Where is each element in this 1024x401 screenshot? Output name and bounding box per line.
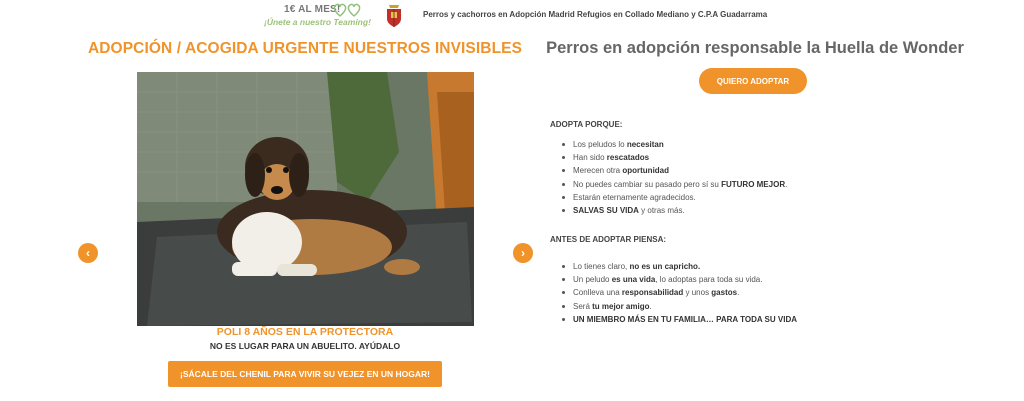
dog-photo xyxy=(137,72,474,326)
responsible-adoption-heading: Perros en adopción responsable la Huella de Wonder xyxy=(546,39,964,57)
list-item: Los peludos lo necesitan xyxy=(560,138,787,151)
chevron-right-icon: › xyxy=(521,246,525,260)
teaming-slogan: 1€ AL MES! xyxy=(284,4,341,15)
site-header xyxy=(0,0,1024,34)
slider-prev-button[interactable] xyxy=(78,243,98,263)
adopt-because-title: ADOPTA PORQUE: xyxy=(550,120,623,129)
teaming-logo[interactable] xyxy=(262,2,374,32)
list-item: Estarán eternamente agradecidos. xyxy=(560,191,787,204)
site-title: Perros y cachorros en Adopción Madrid Refugios en Collado Mediano y C.P.A Guadarrama xyxy=(423,10,768,19)
list-item: SALVAS SU VIDA y otras más. xyxy=(560,204,787,217)
before-adopting-list xyxy=(560,260,797,326)
list-item: Un peludo es una vida, lo adoptas para toda su vida. xyxy=(560,273,797,286)
slide-caption: POLI 8 AÑOS EN LA PROTECTORA xyxy=(216,326,394,338)
adopt-because-list xyxy=(560,138,787,217)
teaming-cta: ¡Únete a nuestro Teaming! xyxy=(264,17,371,27)
slider-next-button[interactable] xyxy=(513,243,533,263)
coat-of-arms-icon xyxy=(385,3,403,29)
list-item: Conlleva una responsabilidad y unos gastos. xyxy=(560,286,797,299)
slide-subcaption: NO ES LUGAR PARA UN ABUELITO. AYÚDALO xyxy=(209,341,401,351)
rescue-cta-button[interactable]: ¡SÁCALE DEL CHENIL PARA VIVIR SU VEJEZ EN UN HOGAR! xyxy=(168,361,442,387)
heart-icon xyxy=(332,2,368,18)
list-item: Será tu mejor amigo. xyxy=(560,300,797,313)
list-item: UN MIEMBRO MÁS EN TU FAMILIA… PARA TODA SU VIDA xyxy=(560,313,797,326)
list-item: No puedes cambiar su pasado pero sí su FUTURO MEJOR. xyxy=(560,178,787,191)
chevron-left-icon: ‹ xyxy=(86,246,90,260)
list-item: Han sido rescatados xyxy=(560,151,787,164)
list-item: Lo tienes claro, no es un capricho. xyxy=(560,260,797,273)
adoption-heading: ADOPCIÓN / ACOGIDA URGENTE NUESTROS INVISIBLES xyxy=(87,40,523,57)
dog-photo-illustration xyxy=(137,72,474,326)
before-adopting-title: ANTES DE ADOPTAR PIENSA: xyxy=(550,235,667,244)
list-item: Merecen otra oportunidad xyxy=(560,164,787,177)
adopt-button[interactable]: QUIERO ADOPTAR xyxy=(699,68,807,94)
